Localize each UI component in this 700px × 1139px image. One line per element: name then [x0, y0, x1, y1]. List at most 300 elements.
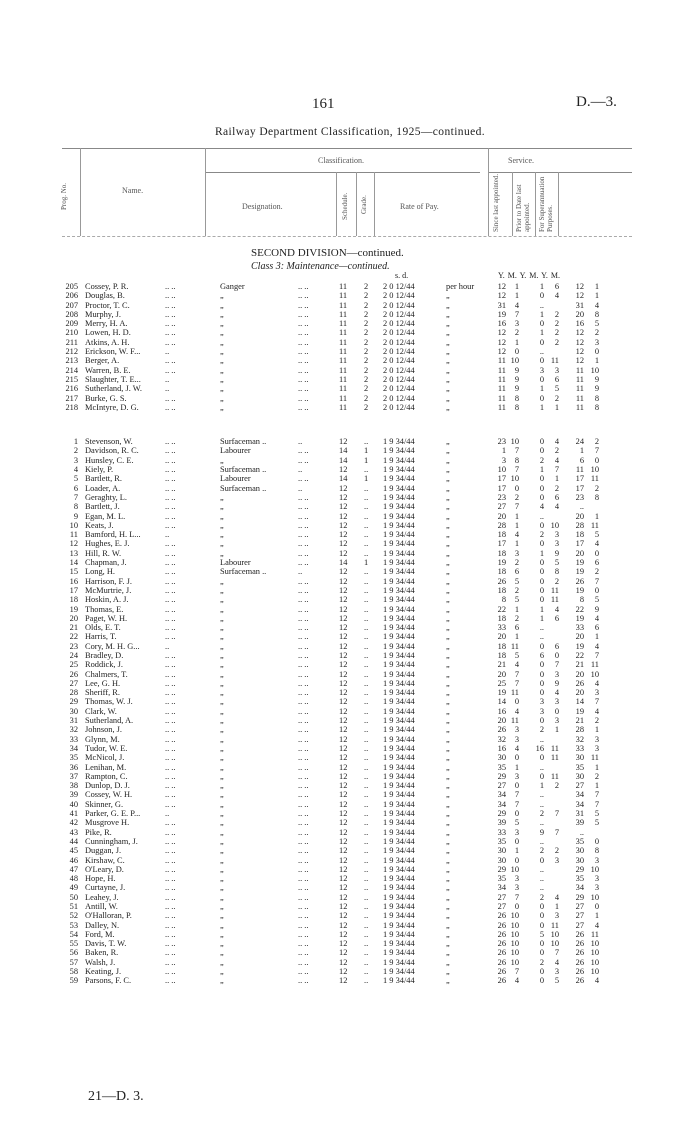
cell-sch: 12: [339, 743, 348, 753]
cell-sch: 12: [339, 669, 348, 679]
cell-sch: 12: [339, 706, 348, 716]
cell-rate: 1 9 34/44: [383, 567, 415, 577]
cell-d2: .. ..: [298, 328, 309, 338]
cell-sch: 14: [339, 558, 348, 568]
cell-sch: 12: [339, 623, 348, 633]
cell-m1: 7: [514, 678, 519, 688]
table-row: [0, 688, 700, 697]
cell-per: „: [446, 725, 450, 735]
cell-m3: 2: [594, 328, 599, 338]
cell-d2: .. ..: [298, 688, 309, 698]
cell-d2: .. ..: [298, 799, 309, 809]
cell-y1: 11: [497, 365, 506, 375]
cell-desig: „: [220, 669, 224, 679]
cell-y2: 0: [539, 356, 544, 366]
table-row: [0, 558, 700, 567]
cell-rate: 1 9 34/44: [383, 678, 415, 688]
cell-no: 53: [69, 920, 78, 930]
cell-m2: 2: [554, 483, 559, 493]
cell-m1: 10: [510, 911, 519, 921]
cell-rate: 1 9 34/44: [383, 688, 415, 698]
cell-sch: 12: [339, 920, 348, 930]
cell-y3: 31: [575, 300, 584, 310]
cell-d1: .. ..: [165, 539, 176, 549]
cell-y2: 0: [539, 483, 544, 493]
table-row: [0, 623, 700, 632]
cell-d2: ..: [298, 465, 303, 475]
cell-m3: 5: [594, 809, 599, 819]
cell-m2: 2: [554, 393, 559, 403]
cell-d1: .. ..: [165, 393, 176, 403]
table-row: [0, 632, 700, 641]
cell-desig: „: [220, 818, 224, 828]
cell-d2: .. ..: [298, 864, 309, 874]
table-row: [0, 883, 700, 892]
cell-m3: 11: [590, 753, 599, 763]
cell-no: 3: [73, 455, 78, 465]
cell-d1: .. ..: [165, 827, 176, 837]
cell-desig: „: [220, 604, 224, 614]
table-row: [0, 484, 700, 493]
cell-desig: „: [220, 929, 224, 939]
cell-y2: 1: [539, 384, 544, 394]
cell-name: Duggan, J.: [85, 846, 122, 856]
cell-m3: 7: [594, 790, 599, 800]
table-row: [0, 366, 700, 375]
cell-per: „: [446, 474, 450, 484]
cell-name: Douglas, B.: [85, 291, 125, 301]
cell-m1: 8: [514, 455, 519, 465]
cell-y1: 26: [497, 929, 506, 939]
cell-name: Davis, T. W.: [85, 939, 127, 949]
cell-per: „: [446, 604, 450, 614]
cell-name: Hunsley, C. E.: [85, 455, 134, 465]
service-rule: [488, 172, 632, 173]
cell-m2: 4: [554, 892, 559, 902]
cell-rate: 1 9 34/44: [383, 520, 415, 530]
table-row: [0, 493, 700, 502]
cell-y1: 14: [497, 697, 506, 707]
cell-y3: 34: [575, 790, 584, 800]
cell-sch: 12: [339, 827, 348, 837]
cell-y2: ..: [539, 511, 544, 521]
cell-rate: 1 9 34/44: [383, 725, 415, 735]
cell-no: 39: [69, 790, 78, 800]
cell-rate: 1 9 34/44: [383, 558, 415, 568]
cell-y1: 31: [497, 300, 506, 310]
cell-y3: 1: [579, 446, 584, 456]
cell-y1: 18: [497, 530, 506, 540]
cell-y3: 39: [575, 818, 584, 828]
table-row: [0, 772, 700, 781]
cell-sch: 12: [339, 809, 348, 819]
cell-m3: 6: [594, 623, 599, 633]
cell-m2: 2: [554, 781, 559, 791]
cell-sch: 12: [339, 846, 348, 856]
cell-m3: 7: [594, 697, 599, 707]
cell-d2: .. ..: [298, 902, 309, 911]
cell-no: 214: [65, 365, 78, 375]
cell-y1: 29: [497, 809, 506, 819]
cell-d1: .. ..: [165, 576, 176, 586]
cell-name: Lowen, H. D.: [85, 328, 131, 338]
cell-name: Chapman, J.: [85, 558, 127, 568]
cell-d1: .. ..: [165, 567, 176, 577]
cell-m1: 1: [514, 632, 519, 642]
cell-y1: 39: [497, 818, 506, 828]
cell-per: „: [446, 356, 450, 366]
cell-y1: 10: [497, 465, 506, 475]
cell-m3: 9: [594, 604, 599, 614]
cell-y2: 1: [539, 613, 544, 623]
cell-y2: 0: [539, 576, 544, 586]
cell-d2: .. ..: [298, 641, 309, 651]
cell-y1: 35: [497, 874, 506, 884]
cell-no: 19: [69, 604, 78, 614]
cell-d2: ..: [298, 483, 303, 493]
table-row: [0, 614, 700, 623]
cell-rate: 1 9 34/44: [383, 790, 415, 800]
cell-gr: ..: [364, 902, 369, 911]
cell-m2: 2: [554, 446, 559, 456]
cell-m2: 4: [554, 455, 559, 465]
cell-per: „: [446, 948, 450, 958]
header-schedule: Schedule.: [341, 192, 349, 220]
cell-gr: ..: [364, 688, 369, 698]
cell-desig: Labourer: [220, 474, 251, 484]
table-row: [0, 800, 700, 809]
cell-desig: „: [220, 957, 224, 967]
cell-per: „: [446, 437, 450, 447]
cell-desig: „: [220, 706, 224, 716]
cell-name: McNicol, J.: [85, 753, 125, 763]
cell-per: „: [446, 641, 450, 651]
cell-d1: .. ..: [165, 474, 176, 484]
cell-no: 46: [69, 855, 78, 865]
cell-no: 218: [65, 402, 78, 412]
cell-desig: „: [220, 347, 224, 357]
cell-sch: 12: [339, 492, 348, 502]
cell-no: 45: [69, 846, 78, 856]
cell-gr: ..: [364, 976, 369, 986]
table-row: [0, 474, 700, 483]
cell-name: Glynn, M.: [85, 734, 120, 744]
cell-m3: 3: [594, 883, 599, 893]
cell-y2: 0: [539, 976, 544, 986]
cell-m3: 2: [594, 437, 599, 447]
cell-rate: 1 9 34/44: [383, 902, 415, 911]
cell-m1: 4: [514, 743, 519, 753]
table-row: [0, 725, 700, 734]
cell-y1: 32: [497, 734, 506, 744]
cell-gr: ..: [364, 799, 369, 809]
cell-m2: 7: [554, 660, 559, 670]
cell-name: Dalley, N.: [85, 920, 120, 930]
cell-no: 49: [69, 883, 78, 893]
section-gap: [0, 412, 700, 437]
table-row: [0, 874, 700, 883]
cell-y1: 11: [497, 393, 506, 403]
cell-y1: 30: [497, 753, 506, 763]
cell-per: per hour: [446, 282, 475, 291]
cell-sch: 14: [339, 455, 348, 465]
cell-per: „: [446, 883, 450, 893]
cell-d1: .. ..: [165, 613, 176, 623]
cell-m3: 8: [594, 492, 599, 502]
table-row: [0, 347, 700, 356]
cell-desig: „: [220, 337, 224, 347]
cell-d1: .. ..: [165, 864, 176, 874]
cell-y1: 11: [497, 402, 506, 412]
cell-name: Musgrove H.: [85, 818, 130, 828]
cell-y2: 1: [539, 328, 544, 338]
table-row: [0, 642, 700, 651]
cell-m3: 3: [594, 734, 599, 744]
cell-desig: „: [220, 874, 224, 884]
table-row: [0, 310, 700, 319]
cell-no: 33: [69, 734, 78, 744]
cell-m2: 3: [554, 967, 559, 977]
cell-per: „: [446, 706, 450, 716]
cell-y2: ..: [539, 874, 544, 884]
cell-m2: 6: [554, 613, 559, 623]
cell-m3: 4: [594, 641, 599, 651]
cell-sch: 12: [339, 957, 348, 967]
cell-y2: 0: [539, 337, 544, 347]
cell-d1: .. ..: [165, 911, 176, 921]
cell-y2: 2: [539, 530, 544, 540]
cell-name: Keats, J.: [85, 520, 114, 530]
cell-no: 17: [69, 585, 78, 595]
cell-per: „: [446, 669, 450, 679]
cell-per: „: [446, 384, 450, 394]
cell-m2: 1: [554, 725, 559, 735]
cell-rate: 1 9 34/44: [383, 762, 415, 772]
cell-y2: 0: [539, 291, 544, 301]
cell-m1: 11: [510, 641, 519, 651]
cell-d2: .. ..: [298, 623, 309, 633]
cell-d2: .. ..: [298, 446, 309, 456]
cell-y1: 26: [497, 576, 506, 586]
cell-y1: 16: [497, 319, 506, 329]
cell-y3: ..: [579, 502, 584, 512]
cell-y2: 9: [539, 827, 544, 837]
cell-m1: 2: [514, 558, 519, 568]
cell-no: 7: [73, 492, 78, 502]
cell-name: Ford, M.: [85, 929, 115, 939]
cell-y1: 35: [497, 836, 506, 846]
cell-per: „: [446, 743, 450, 753]
table-row: [0, 930, 700, 939]
cell-no: 59: [69, 976, 78, 986]
cell-m3: 2: [594, 483, 599, 493]
cell-y1: 11: [497, 384, 506, 394]
cell-m1: 7: [514, 309, 519, 319]
cell-sch: 12: [339, 725, 348, 735]
cell-m3: 1: [594, 356, 599, 366]
cell-y3: 24: [575, 437, 584, 447]
cell-no: 48: [69, 874, 78, 884]
cell-m1: 10: [510, 929, 519, 939]
cell-gr: ..: [364, 502, 369, 512]
cell-m3: 3: [594, 855, 599, 865]
cell-name: Sutherland, J. W.: [85, 384, 142, 394]
cell-sch: 12: [339, 465, 348, 475]
table-row: [0, 282, 700, 291]
cell-d1: .. ..: [165, 356, 176, 366]
cell-per: „: [446, 567, 450, 577]
cell-rate: 1 9 34/44: [383, 883, 415, 893]
cell-y2: 3: [539, 365, 544, 375]
cell-per: „: [446, 697, 450, 707]
cell-rate: 2 0 12/44: [383, 374, 415, 384]
cell-gr: ..: [364, 604, 369, 614]
cell-y1: 26: [497, 967, 506, 977]
cell-y3: 12: [575, 356, 584, 366]
table-row: [0, 384, 700, 393]
cell-d1: .. ..: [165, 328, 176, 338]
cell-d1: .. ..: [165, 511, 176, 521]
cell-gr: ..: [364, 706, 369, 716]
cell-per: „: [446, 520, 450, 530]
cell-d2: .. ..: [298, 595, 309, 605]
cell-desig: „: [220, 743, 224, 753]
cell-per: „: [446, 929, 450, 939]
cell-name: Bartlett, R.: [85, 474, 122, 484]
cell-per: „: [446, 892, 450, 902]
cell-sch: 14: [339, 446, 348, 456]
cell-y1: 29: [497, 864, 506, 874]
cell-no: 215: [65, 374, 78, 384]
cell-gr: 2: [364, 319, 369, 329]
cell-d1: .. ..: [165, 762, 176, 772]
cell-no: 208: [65, 309, 78, 319]
cell-d1: ..: [165, 347, 170, 357]
cell-per: „: [446, 716, 450, 726]
cell-sch: 12: [339, 948, 348, 958]
cell-d1: .. ..: [165, 365, 176, 375]
cell-rate: 1 9 34/44: [383, 511, 415, 521]
cell-no: 31: [69, 716, 78, 726]
cell-y2: ..: [539, 790, 544, 800]
cell-y3: 27: [575, 902, 584, 911]
cell-m1: 3: [514, 319, 519, 329]
cell-name: Antill, W.: [85, 902, 118, 911]
cell-desig: „: [220, 585, 224, 595]
cell-per: „: [446, 976, 450, 986]
cell-m3: 0: [594, 902, 599, 911]
cell-y3: 20: [575, 632, 584, 642]
cell-rate: 1 9 34/44: [383, 474, 415, 484]
cell-rate: 1 9 34/44: [383, 771, 415, 781]
column-rule: [535, 172, 536, 236]
cell-d2: .. ..: [298, 929, 309, 939]
cell-no: 25: [69, 660, 78, 670]
cell-no: 18: [69, 595, 78, 605]
cell-sch: 12: [339, 781, 348, 791]
cell-m2: 5: [554, 384, 559, 394]
cell-gr: ..: [364, 623, 369, 633]
cell-d1: .. ..: [165, 291, 176, 301]
cell-gr: ..: [364, 511, 369, 521]
cell-gr: ..: [364, 660, 369, 670]
table-row: [0, 301, 700, 310]
cell-m2: 3: [554, 669, 559, 679]
header-name: Name.: [122, 186, 144, 195]
cell-m2: 4: [554, 688, 559, 698]
cell-desig: „: [220, 846, 224, 856]
column-rule: [336, 172, 337, 236]
table-row: [0, 577, 700, 586]
cell-per: „: [446, 855, 450, 865]
cell-y2: 0: [539, 492, 544, 502]
cell-desig: „: [220, 771, 224, 781]
cell-sch: 12: [339, 790, 348, 800]
cell-m1: 3: [514, 883, 519, 893]
cell-d1: .. ..: [165, 753, 176, 763]
cell-m2: 9: [554, 678, 559, 688]
cell-gr: ..: [364, 650, 369, 660]
cell-name: Stevenson, W.: [85, 437, 133, 447]
cell-no: 34: [69, 743, 78, 753]
cell-name: Paget, W. H.: [85, 613, 128, 623]
cell-no: 211: [65, 337, 78, 347]
cell-name: Bamford, H. L...: [85, 530, 141, 540]
cell-d2: .. ..: [298, 669, 309, 679]
cell-gr: ..: [364, 734, 369, 744]
table-row: [0, 670, 700, 679]
cell-m1: 0: [514, 902, 519, 911]
cell-no: 13: [69, 548, 78, 558]
cell-no: 21: [69, 623, 78, 633]
cell-desig: „: [220, 393, 224, 403]
cell-m3: 0: [594, 548, 599, 558]
cell-rate: 1 9 34/44: [383, 874, 415, 884]
cell-per: „: [446, 678, 450, 688]
cell-rate: 1 9 34/44: [383, 911, 415, 921]
cell-desig: „: [220, 291, 224, 301]
cell-m2: 10: [550, 520, 559, 530]
cell-gr: ..: [364, 809, 369, 819]
cell-no: 12: [69, 539, 78, 549]
table-row: [0, 902, 700, 911]
table-row: [0, 567, 700, 576]
cell-y1: 17: [497, 539, 506, 549]
cell-desig: „: [220, 374, 224, 384]
cell-d1: .. ..: [165, 483, 176, 493]
cell-d1: .. ..: [165, 799, 176, 809]
cell-name: Rampton, C.: [85, 771, 128, 781]
cell-d2: .. ..: [298, 790, 309, 800]
cell-desig: Labourer: [220, 558, 251, 568]
cell-y3: 12: [575, 347, 584, 357]
column-rule: [558, 172, 559, 236]
cell-y2: ..: [539, 632, 544, 642]
cell-y1: 34: [497, 799, 506, 809]
cell-y1: 27: [497, 502, 506, 512]
cell-sch: 12: [339, 548, 348, 558]
cell-gr: ..: [364, 967, 369, 977]
cell-m3: 1: [594, 511, 599, 521]
cell-name: Sutherland, A.: [85, 716, 134, 726]
cell-d1: ..: [165, 641, 170, 651]
cell-gr: ..: [364, 846, 369, 856]
cell-rate: 1 9 34/44: [383, 613, 415, 623]
cell-per: „: [446, 483, 450, 493]
cell-d2: .. ..: [298, 846, 309, 856]
cell-y1: 33: [497, 623, 506, 633]
cell-gr: ..: [364, 874, 369, 884]
